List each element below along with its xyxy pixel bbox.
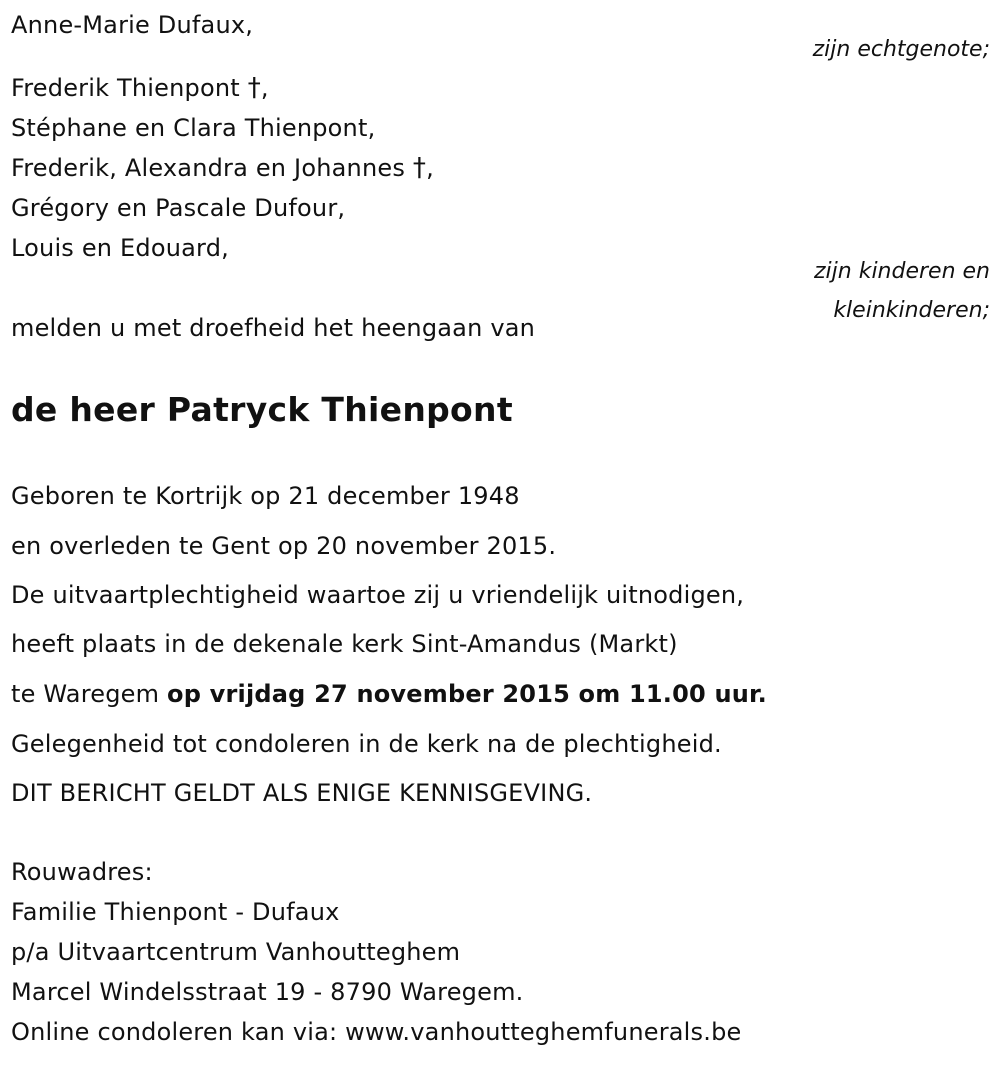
child-line-2: Stéphane en Clara Thienpont, bbox=[11, 114, 376, 142]
birth-line: Geboren te Kortrijk op 21 december 1948 bbox=[11, 482, 520, 510]
child-line-1 bbox=[11, 73, 269, 103]
cross-icon: † bbox=[412, 153, 427, 183]
child-line-1-text: Frederik Thienpont bbox=[11, 74, 248, 102]
spouse-name: Anne-Marie Dufaux, bbox=[11, 11, 254, 39]
spouse-role: zijn echtgenote; bbox=[812, 37, 990, 62]
ceremony-line-2: heeft plaats in de dekenale kerk Sint-Amandus (Markt) bbox=[11, 630, 678, 658]
ceremony-datetime: op vrijdag 27 november 2015 om 11.00 uur. bbox=[167, 680, 767, 708]
child-line-5: Louis en Edouard, bbox=[11, 234, 229, 262]
children-role-line-1: zijn kinderen en bbox=[814, 259, 990, 284]
children-role-line-2: kleinkinderen; bbox=[833, 298, 990, 323]
condolences-line: Gelegenheid tot condoleren in de kerk na de plechtigheid. bbox=[11, 730, 722, 758]
cross-icon: † bbox=[247, 73, 261, 103]
address-street: Marcel Windelsstraat 19 - 8790 Waregem. bbox=[11, 978, 524, 1006]
child-line-3 bbox=[11, 153, 434, 183]
child-line-4: Grégory en Pascale Dufour, bbox=[11, 194, 346, 222]
address-family: Familie Thienpont - Dufaux bbox=[11, 898, 340, 926]
online-condolences: Online condoleren kan via: www.vanhoutteghemfunerals.be bbox=[11, 1018, 742, 1046]
notice-line: DIT BERICHT GELDT ALS ENIGE KENNISGEVING. bbox=[11, 779, 593, 807]
address-care-of: p/a Uitvaartcentrum Vanhoutteghem bbox=[11, 938, 461, 966]
ceremony-location: te Waregem bbox=[11, 680, 168, 708]
child-line-3-text: Frederik, Alexandra en Johannes bbox=[11, 154, 413, 182]
announcement-text: melden u met droefheid het heengaan van bbox=[11, 314, 536, 342]
deceased-name: de heer Patryck Thienpont bbox=[11, 390, 513, 429]
death-line: en overleden te Gent op 20 november 2015. bbox=[11, 532, 557, 560]
address-label: Rouwadres: bbox=[11, 858, 153, 886]
ceremony-line-1: De uitvaartplechtigheid waartoe zij u vriendelijk uitnodigen, bbox=[11, 581, 745, 609]
ceremony-line-3 bbox=[11, 679, 767, 709]
child-line-3-suffix: , bbox=[426, 154, 434, 182]
child-line-1-suffix: , bbox=[260, 74, 269, 102]
